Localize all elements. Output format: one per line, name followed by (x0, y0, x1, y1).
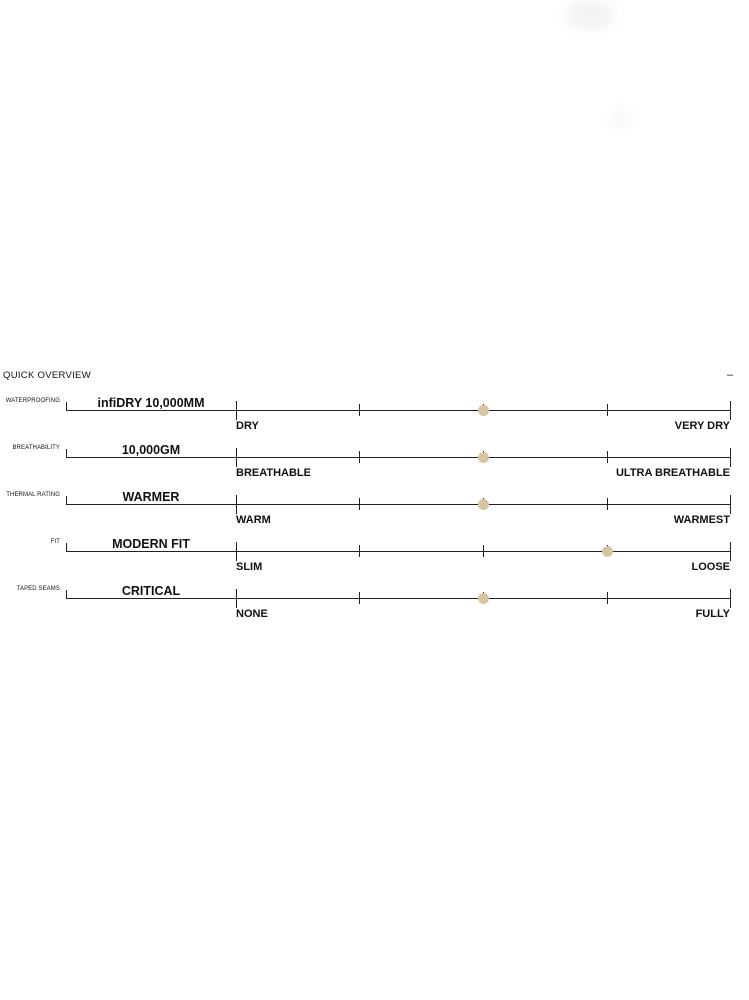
scale-tick (236, 448, 237, 467)
scale-tick (359, 498, 360, 510)
spec-row-thermal-rating (0, 492, 749, 536)
scale-tick (359, 451, 360, 463)
level-marker (478, 499, 489, 510)
spec-row-waterproofing (0, 398, 749, 442)
spec-label: TAPED SEAMS (16, 586, 60, 592)
bracket-line (66, 551, 236, 552)
scale-min-label: BREATHABLE (236, 467, 311, 479)
spec-value: infiDRY 10,000MM (97, 396, 205, 410)
spec-value: MODERN FIT (112, 537, 190, 551)
scale-tick (730, 542, 731, 561)
scale-tick (607, 592, 608, 604)
scale-tick (236, 495, 237, 514)
spec-label: WATERPROOFING (5, 398, 60, 404)
spec-value: CRITICAL (121, 584, 181, 598)
scale-min-label: DRY (236, 420, 259, 432)
bracket-line (66, 410, 236, 411)
scale-tick (730, 401, 731, 420)
bracket-line (66, 457, 236, 458)
bracket-line (66, 598, 236, 599)
spec-row-breathability (0, 445, 749, 489)
scale-tick (359, 545, 360, 557)
scale-min-label: SLIM (236, 561, 263, 573)
scale-tick (607, 451, 608, 463)
spec-label: BREATHABILITY (12, 445, 60, 451)
spec-value: 10,000GM (121, 443, 181, 457)
scale-tick (359, 592, 360, 604)
bracket-line (66, 504, 236, 505)
background-blur (610, 108, 632, 130)
level-marker (478, 452, 489, 463)
scale-tick (730, 589, 731, 608)
level-marker (478, 593, 489, 604)
scale-max-label: WARMEST (673, 514, 730, 526)
scale-tick (607, 404, 608, 416)
scale-tick (236, 542, 237, 561)
section-title: QUICK OVERVIEW (3, 370, 91, 381)
scale-tick (730, 495, 731, 514)
scale-tick (236, 589, 237, 608)
spec-label: FIT (50, 539, 60, 545)
scale-max-label: VERY DRY (674, 420, 730, 432)
background-blur (565, 0, 615, 30)
level-marker (478, 405, 489, 416)
collapse-button[interactable]: – (726, 369, 734, 381)
spec-label: THERMAL RATING (6, 492, 60, 498)
scale-min-label: WARM (236, 514, 271, 526)
spec-row-taped-seams (0, 586, 749, 630)
spec-row-fit (0, 539, 749, 583)
scale-tick (483, 545, 484, 557)
scale-max-label: ULTRA BREATHABLE (615, 467, 730, 479)
scale-max-label: FULLY (695, 608, 730, 620)
scale-tick (730, 448, 731, 467)
scale-max-label: LOOSE (691, 561, 730, 573)
scale-tick (236, 401, 237, 420)
spec-value: WARMER (122, 490, 180, 504)
scale-tick (607, 498, 608, 510)
level-marker (602, 546, 613, 557)
scale-min-label: NONE (236, 608, 268, 620)
scale-tick (359, 404, 360, 416)
